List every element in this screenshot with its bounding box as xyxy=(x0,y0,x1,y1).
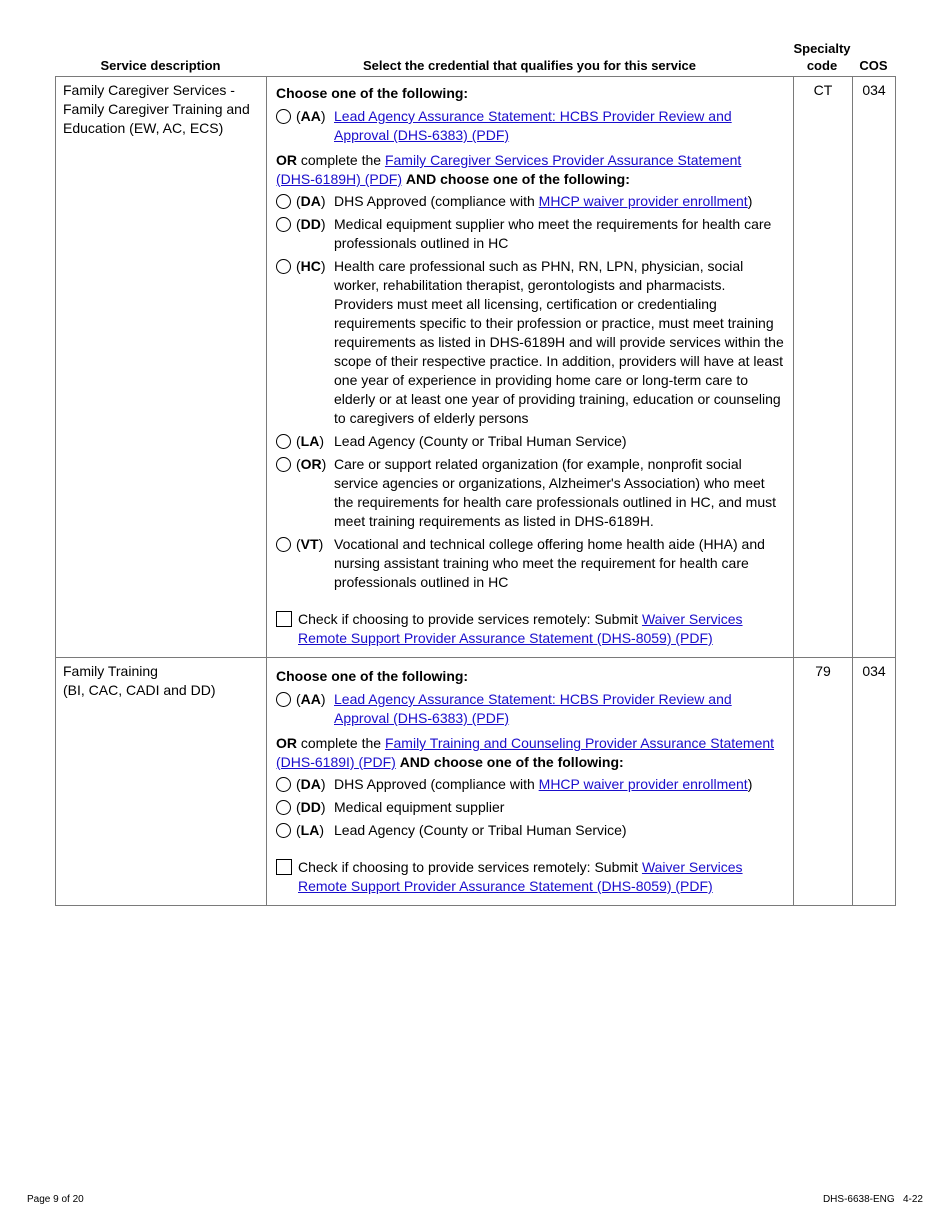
credential-cell xyxy=(267,658,794,906)
service-description: Family Caregiver Services - Family Caregiver Training and Education (EW, AC, ECS) xyxy=(63,82,250,136)
dhs-6383-link[interactable]: Lead Agency Assurance Statement: HCBS Provider Review and Approval (DHS-6383) (PDF) xyxy=(334,691,732,726)
header-specialty-code: Specialty code xyxy=(793,41,851,73)
dhs-6383-link[interactable]: Lead Agency Assurance Statement: HCBS Provider Review and Approval (DHS-6383) (PDF) xyxy=(334,108,732,143)
dhs-6189i-link[interactable]: Family Training and Counseling Provider Assurance Statement (DHS-6189I) (PDF) xyxy=(276,735,775,770)
option-la: (LA) Lead Agency (County or Tribal Human Service) xyxy=(276,432,784,451)
radio-aa[interactable] xyxy=(276,692,291,707)
header-service-description: Service description xyxy=(100,58,221,73)
service-description-cell xyxy=(56,77,267,658)
option-dd: (DD) Medical equipment supplier who meet the requirements for health care professionals outlined in HC xyxy=(276,215,784,253)
form-number: DHS-6638-ENG 4-22 xyxy=(822,1194,923,1205)
remote-checkbox[interactable] xyxy=(276,859,292,875)
mhcp-enrollment-link[interactable]: MHCP waiver provider enrollment xyxy=(538,193,748,209)
option-vt: (VT) Vocational and technical college offering home health aide (HHA) and nursing assistant training who meet the requirement for health care professionals outlined in HC xyxy=(276,535,784,592)
table-row xyxy=(56,658,896,906)
radio-or[interactable] xyxy=(276,457,291,472)
radio-vt[interactable] xyxy=(276,537,291,552)
cos-cell: 034 xyxy=(853,658,896,906)
option-da: (DA) DHS Approved (compliance with MHCP waiver provider enrollment) xyxy=(276,192,784,211)
option-da: (DA) DHS Approved (compliance with MHCP waiver provider enrollment) xyxy=(276,775,784,794)
table-row xyxy=(56,77,896,658)
remote-option: Check if choosing to provide services remotely: Submit Waiver Services Remote Support Provider Assurance Statement (DHS-8059) (PDF) xyxy=(276,858,784,896)
option-dd: (DD) Medical equipment supplier xyxy=(276,798,784,817)
dhs-8059-link[interactable]: Waiver Services Remote Support Provider Assurance Statement (DHS-8059) (PDF) xyxy=(298,611,743,646)
remote-checkbox[interactable] xyxy=(276,611,292,627)
radio-hc[interactable] xyxy=(276,259,291,274)
cos-cell: 034 xyxy=(853,77,896,658)
credential-cell xyxy=(267,77,794,658)
specialty-code-cell: 79 xyxy=(794,658,853,906)
service-name: Family Training xyxy=(63,663,158,679)
remote-option: Check if choosing to provide services remotely: Submit Waiver Services Remote Support Provider Assurance Statement (DHS-8059) (PDF) xyxy=(276,610,784,648)
or-complete-line: OR complete the Family Training and Counseling Provider Assurance Statement (DHS-6189I) (PDF) AND choose one of the following: xyxy=(276,735,775,770)
radio-aa[interactable] xyxy=(276,109,291,124)
radio-dd[interactable] xyxy=(276,217,291,232)
dhs-8059-link[interactable]: Waiver Services Remote Support Provider Assurance Statement (DHS-8059) (PDF) xyxy=(298,859,743,894)
option-aa: (AA) Lead Agency Assurance Statement: HCBS Provider Review and Approval (DHS-6383) (PDF) xyxy=(276,107,784,145)
dhs-6189h-link[interactable]: Family Caregiver Services Provider Assurance Statement (DHS-6189H) (PDF) xyxy=(276,152,742,187)
service-description-cell xyxy=(56,658,267,906)
services-table xyxy=(55,76,896,906)
choose-label: Choose one of the following: xyxy=(276,668,469,684)
option-code: AA xyxy=(300,108,321,124)
option-la: (LA) Lead Agency (County or Tribal Human Service) xyxy=(276,821,784,840)
page-number: Page 9 of 20 xyxy=(27,1194,84,1205)
choose-label: Choose one of the following: xyxy=(276,85,469,101)
option-or: (OR) Care or support related organization (for example, nonprofit social service agencies or organizations, Alzheimer's Association) who meet the requirements for health care professionals outlined in HC, and must meet training requirements as listed in DHS-6189H. xyxy=(276,455,784,531)
header-cos: COS xyxy=(859,58,888,73)
radio-la[interactable] xyxy=(276,823,291,838)
specialty-code-cell: CT xyxy=(794,77,853,658)
radio-dd[interactable] xyxy=(276,800,291,815)
or-complete-line: OR complete the Family Caregiver Services Provider Assurance Statement (DHS-6189H) (PDF) AND choose one of the following: xyxy=(276,152,742,187)
service-programs: (BI, CAC, CADI and DD) xyxy=(63,682,216,698)
header-credential: Select the credential that qualifies you for this service xyxy=(362,58,697,73)
option-hc: (HC) Health care professional such as PHN, RN, LPN, physician, social worker, rehabilitation therapist, gerontologists and pharmacists. Providers must meet all licensing, certification or credentialing requirements specific to their profession or practice, must meet training requirements as listed in DHS-6189H and will provide services within the scope of their respective practice. In addition, providers will have at least one year of experience in providing home care or long-term care to elderly or at least one year of providing training, education or counseling to caregivers of elderly persons xyxy=(276,257,784,428)
radio-da[interactable] xyxy=(276,777,291,792)
mhcp-enrollment-link[interactable]: MHCP waiver provider enrollment xyxy=(538,776,748,792)
option-aa: (AA) Lead Agency Assurance Statement: HCBS Provider Review and Approval (DHS-6383) (PDF) xyxy=(276,690,784,728)
radio-la[interactable] xyxy=(276,434,291,449)
radio-da[interactable] xyxy=(276,194,291,209)
